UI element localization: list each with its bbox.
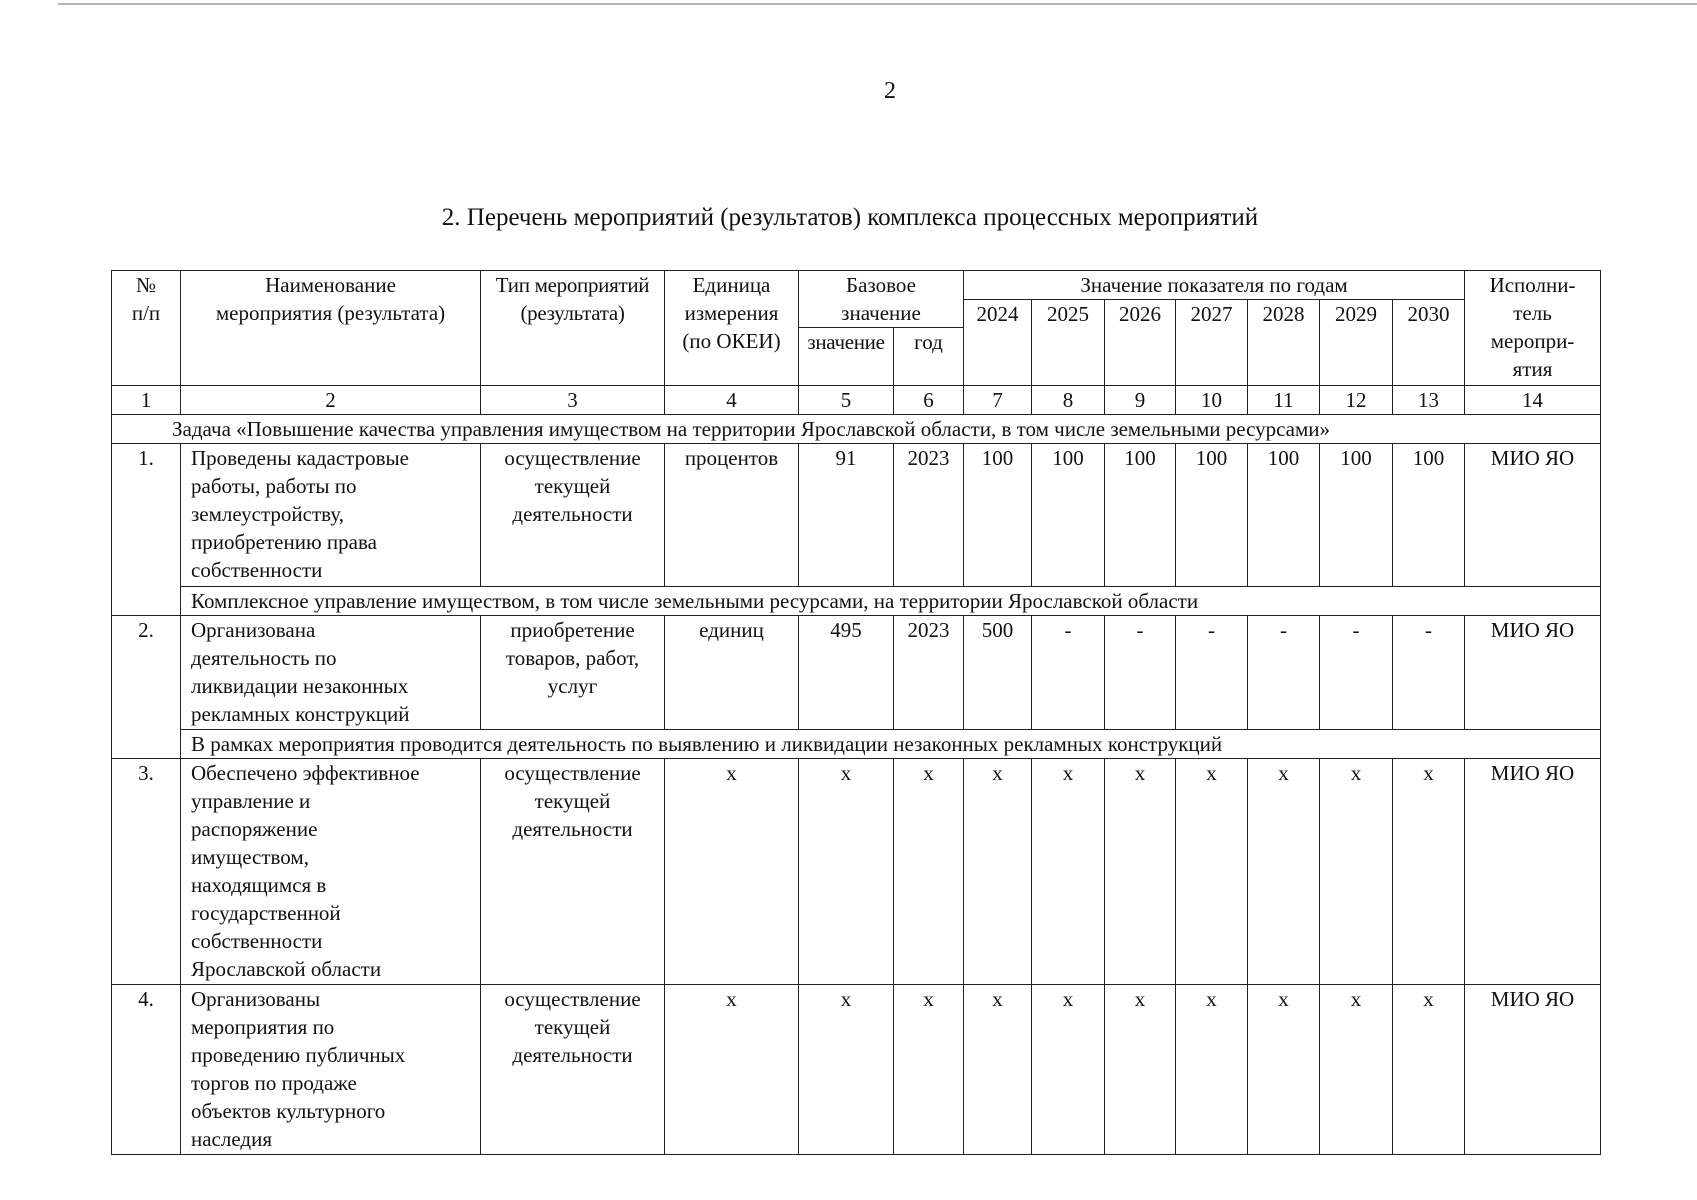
row-executor: МИО ЯО [1465,759,1601,985]
row-year-value: x [1393,985,1465,1155]
header-num: № п/п [112,271,181,386]
header-years-group: Значение показателя по годам [964,271,1465,300]
column-number: 13 [1393,386,1465,415]
row-number: 3. [112,759,181,985]
row-year-value: x [1032,985,1105,1155]
row-unit: x [665,759,799,985]
row-note: Комплексное управление имуществом, в том числе земельными ресурсами, на территории Ярославской области [181,587,1601,616]
column-number: 2 [181,386,481,415]
row-year-value: x [1248,985,1320,1155]
row-year-value: x [1105,985,1176,1155]
row-type: осуществление текущей деятельности [481,759,665,985]
row-year-value: x [1248,759,1320,985]
note-row [112,587,1601,616]
row-note: В рамках мероприятия проводится деятельность по выявлению и ликвидации незаконных рекламных конструкций [181,730,1601,759]
row-year-value: 500 [964,616,1032,730]
column-number: 14 [1465,386,1601,415]
column-number: 12 [1320,386,1393,415]
header-base-year: год [894,328,964,386]
row-year-value: x [1176,985,1248,1155]
row-base-value: 495 [799,616,894,730]
row-name: Проведены кадастровые работы, работы по землеустройству, приобретению права собственности [181,444,481,587]
column-number: 10 [1176,386,1248,415]
row-name: Организованы мероприятия по проведению публичных торгов по продаже объектов культурного наследия [181,985,481,1155]
header-year: 2029 [1320,300,1393,386]
header-type: Тип мероприятий (результата) [481,271,665,386]
row-executor: МИО ЯО [1465,444,1601,587]
row-year-value: 100 [1176,444,1248,587]
header-year: 2027 [1176,300,1248,386]
header-name: Наименование мероприятия (результата) [181,271,481,386]
row-year-value: 100 [1320,444,1393,587]
row-type: осуществление текущей деятельности [481,444,665,587]
table-row [112,444,1601,587]
row-name: Организована деятельность по ликвидации незаконных рекламных конструкций [181,616,481,730]
header-year: 2024 [964,300,1032,386]
row-year-value: x [1032,759,1105,985]
header-base-value: значение [799,328,894,386]
row-base-value: x [799,759,894,985]
row-year-value: 100 [1105,444,1176,587]
header-row [112,271,1601,300]
row-base-year: 2023 [894,616,964,730]
task-title: Задача «Повышение качества управления имуществом на территории Ярославской области, в том числе земельными ресурсами» [112,415,1601,444]
row-number: 2. [112,616,181,759]
task-row [112,415,1601,444]
row-year-value: - [1105,616,1176,730]
row-base-year: 2023 [894,444,964,587]
header-executor: Исполни- тель меропри- ятия [1465,271,1601,386]
page-title: 2. Перечень мероприятий (результатов) комплекса процессных мероприятий [441,204,1259,231]
column-number: 9 [1105,386,1176,415]
column-numbers-row [112,386,1601,415]
row-year-value: 100 [1248,444,1320,587]
row-type: осуществление текущей деятельности [481,985,665,1155]
row-type: приобретение товаров, работ, услуг [481,616,665,730]
header-base: Базовое значение [799,271,964,328]
events-table [111,270,1601,1155]
row-base-year: x [894,759,964,985]
page-number: 2 [884,78,896,104]
row-year-value: - [1248,616,1320,730]
row-year-value: 100 [964,444,1032,587]
table-row [112,759,1601,985]
row-year-value: - [1176,616,1248,730]
row-year-value: x [964,985,1032,1155]
row-name: Обеспечено эффективное управление и распоряжение имуществом, находящимся в государственной собственности Ярославской области [181,759,481,985]
header-unit: Единица измерения (по ОКЕИ) [665,271,799,386]
column-number: 3 [481,386,665,415]
table-row [112,985,1601,1155]
row-year-value: - [1320,616,1393,730]
row-year-value: x [1176,759,1248,985]
row-executor: МИО ЯО [1465,985,1601,1155]
row-year-value: 100 [1393,444,1465,587]
row-base-value: 91 [799,444,894,587]
row-year-value: x [1393,759,1465,985]
row-unit: x [665,985,799,1155]
row-year-value: x [1105,759,1176,985]
column-number: 5 [799,386,894,415]
column-number: 11 [1248,386,1320,415]
header-year: 2030 [1393,300,1465,386]
row-year-value: 100 [1032,444,1105,587]
row-number: 4. [112,985,181,1155]
row-year-value: x [1320,759,1393,985]
note-row [112,730,1601,759]
column-number: 7 [964,386,1032,415]
column-number: 4 [665,386,799,415]
column-number: 1 [112,386,181,415]
row-number: 1. [112,444,181,616]
row-unit: единиц [665,616,799,730]
column-number: 6 [894,386,964,415]
row-base-value: x [799,985,894,1155]
row-year-value: x [1320,985,1393,1155]
row-executor: МИО ЯО [1465,616,1601,730]
row-base-year: x [894,985,964,1155]
column-number: 8 [1032,386,1105,415]
header-year: 2025 [1032,300,1105,386]
row-year-value: x [964,759,1032,985]
row-unit: процентов [665,444,799,587]
row-year-value: - [1032,616,1105,730]
top-border-line [58,3,1697,5]
header-year: 2026 [1105,300,1176,386]
table-row [112,616,1601,730]
header-year: 2028 [1248,300,1320,386]
row-year-value: - [1393,616,1465,730]
